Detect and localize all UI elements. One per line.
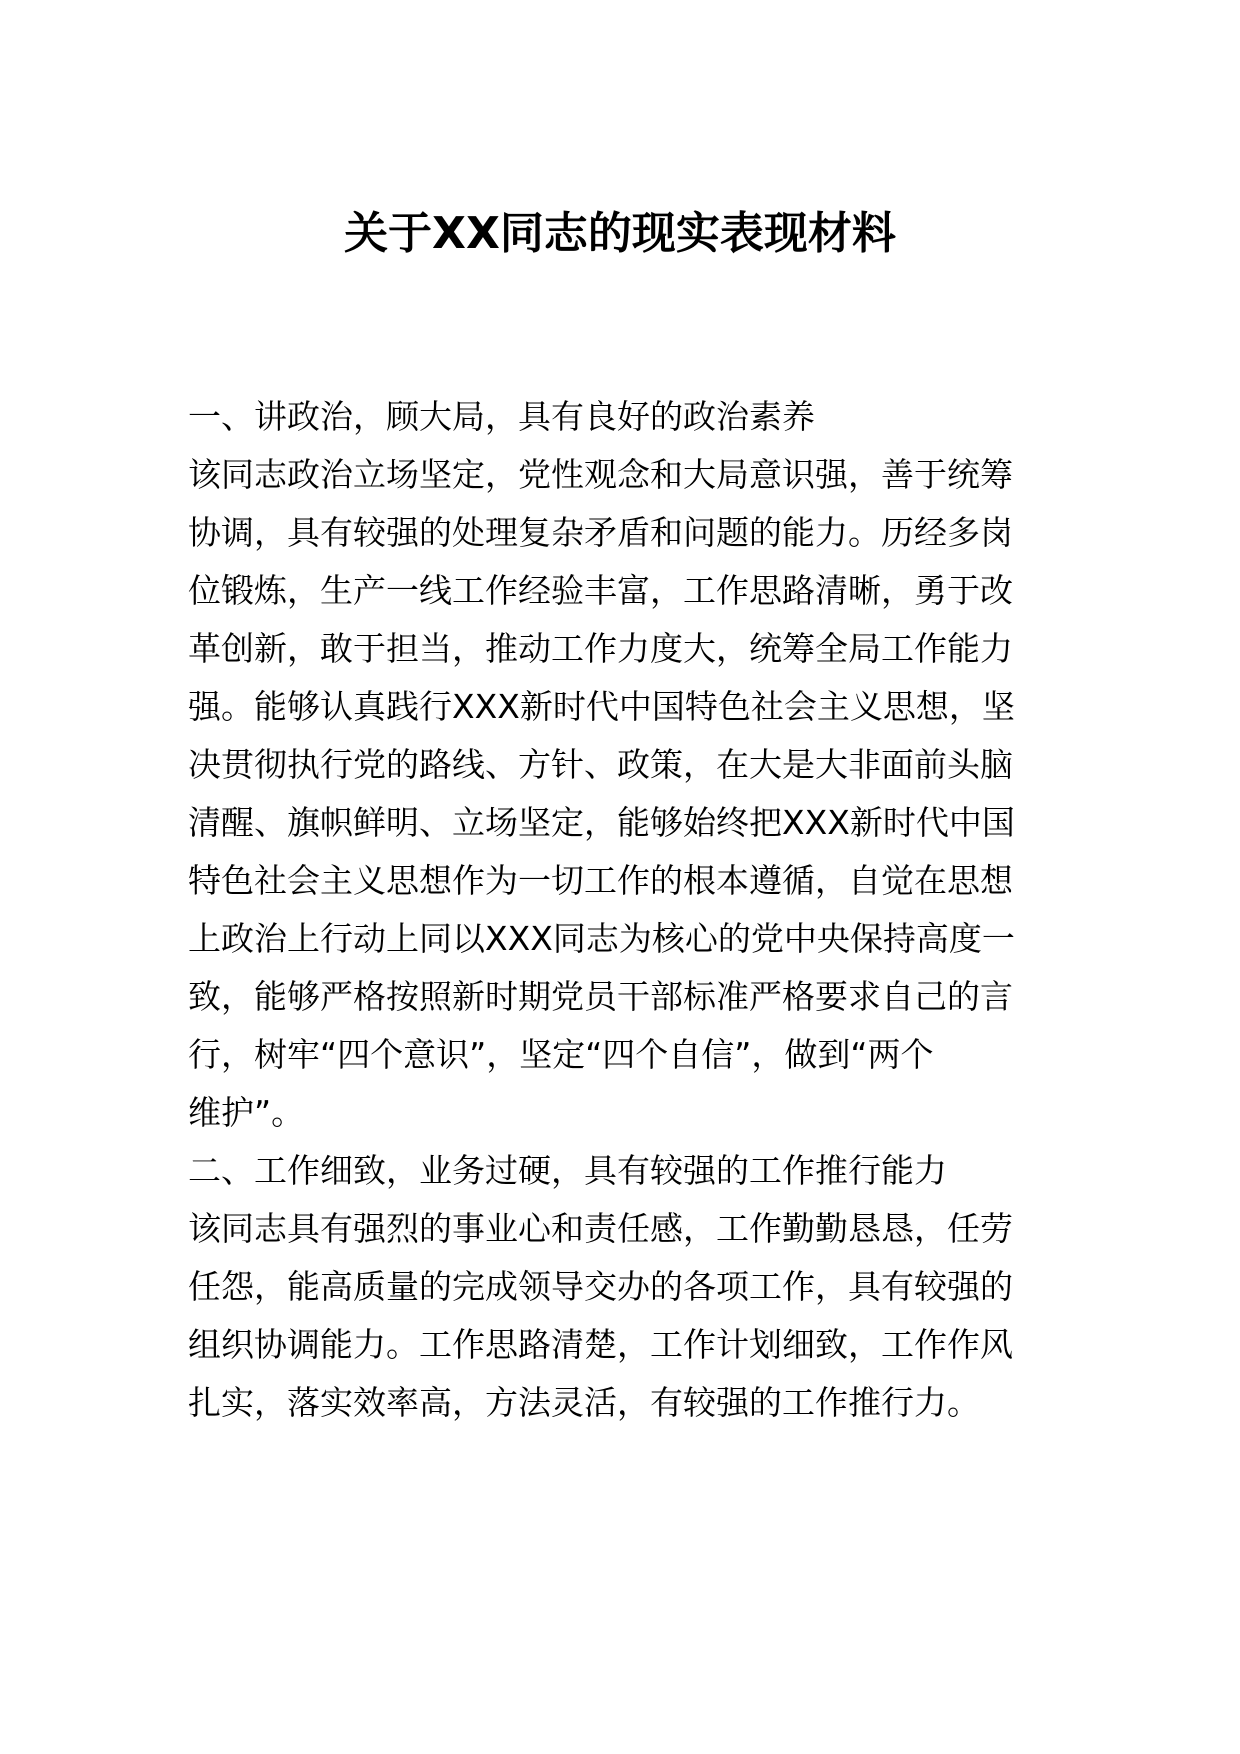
body-line: 强。能够认真践行XXX新时代中国特色社会主义思想，坚 xyxy=(188,687,1015,726)
body-line: 组织协调能力。工作思路清楚，工作计划细致，工作作风 xyxy=(188,1325,1013,1364)
document-title: 关于XX同志的现实表现材料 xyxy=(344,208,896,259)
body-line: 该同志政治立场坚定，党性观念和大局意识强，善于统筹 xyxy=(188,455,1013,494)
body-line: 扎实，落实效率高，方法灵活，有较强的工作推行力。 xyxy=(188,1383,980,1422)
body-line: 任怨，能高质量的完成领导交办的各项工作，具有较强的 xyxy=(188,1267,1013,1306)
body-line: 协调，具有较强的处理复杂矛盾和问题的能力。历经多岗 xyxy=(188,513,1013,552)
body-line: 该同志具有强烈的事业心和责任感，工作勤勤恳恳，任劳 xyxy=(188,1209,1013,1248)
body-line: 致，能够严格按照新时期党员干部标准严格要求自己的言 xyxy=(188,977,1013,1016)
body-line: 革创新，敢于担当，推动工作力度大，统筹全局工作能力 xyxy=(188,629,1013,668)
body-line: 决贯彻执行党的路线、方针、政策，在大是大非面前头脑 xyxy=(188,745,1013,784)
body-line: 清醒、旗帜鲜明、立场坚定，能够始终把XXX新时代中国 xyxy=(188,803,1015,842)
body-line: 特色社会主义思想作为一切工作的根本遵循，自觉在思想 xyxy=(188,861,1013,900)
body-line: 行，树牢“四个意识”，坚定“四个自信”，做到“两个 xyxy=(188,1035,934,1074)
body-line: 维护”。 xyxy=(188,1093,305,1132)
section-heading-1: 一、讲政治，顾大局，具有良好的政治素养 xyxy=(188,397,815,436)
body-line: 上政治上行动上同以XXX同志为核心的党中央保持高度一 xyxy=(188,919,1015,958)
body-line: 位锻炼，生产一线工作经验丰富，工作思路清晰，勇于改 xyxy=(188,571,1013,610)
section-heading-2: 二、工作细致，业务过硬，具有较强的工作推行能力 xyxy=(188,1151,947,1190)
